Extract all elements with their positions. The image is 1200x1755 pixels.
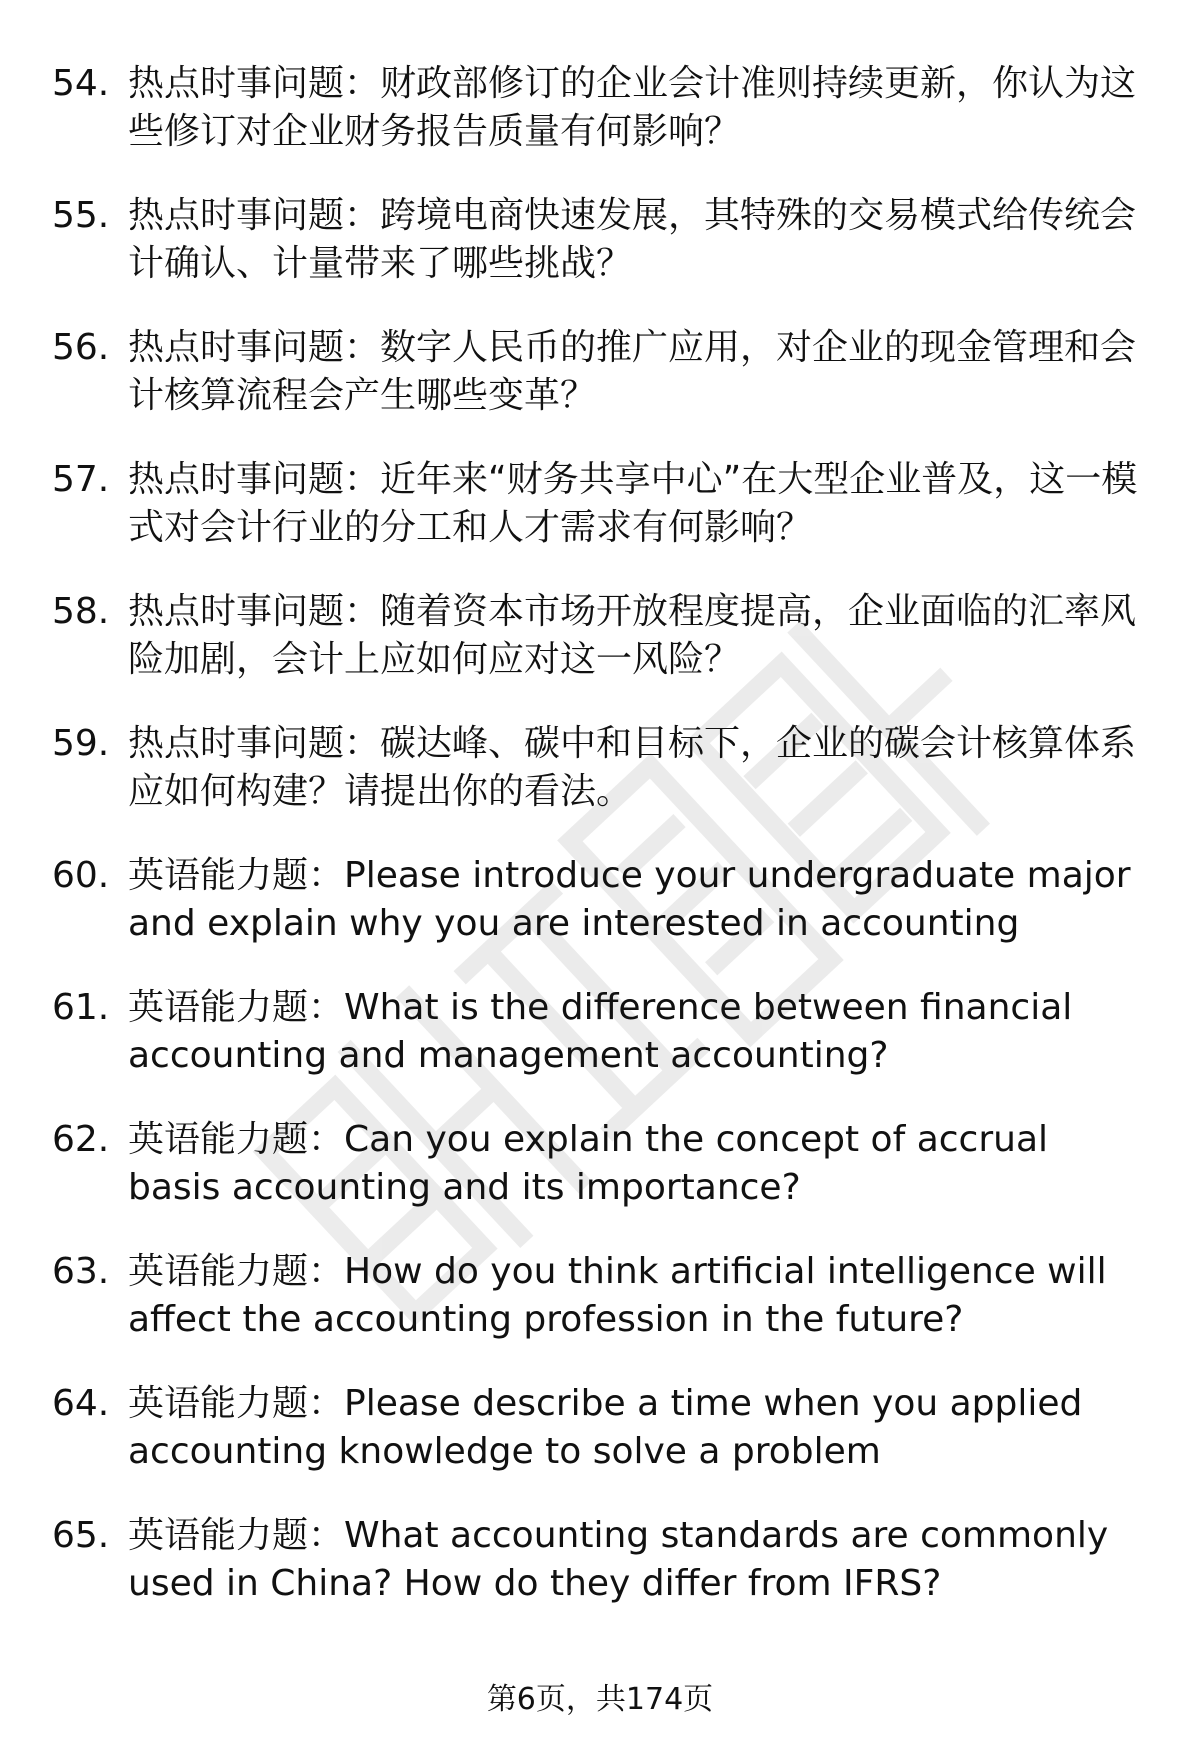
question-number: 55.	[52, 195, 110, 236]
question-text: 热点时事问题：数字人民币的推广应用，对企业的现金管理和会计核算流程会产生哪些变革？	[128, 327, 1137, 416]
question-text: 英语能力题：How do you think artificial intelligence will affect the accounting profession in the future?	[128, 1251, 1107, 1340]
question-text: 英语能力题：What is the difference between financial accounting and management accounting?	[128, 987, 1073, 1076]
question-number: 54.	[52, 63, 110, 104]
question-text: 热点时事问题：近年来“财务共享中心”在大型企业普及，这一模式对会计行业的分工和人才需求有何影响？	[128, 459, 1138, 548]
question-item	[52, 60, 1152, 156]
page-footer: 第6页，共174页	[486, 1682, 714, 1717]
question-item	[52, 720, 1152, 816]
question-number: 60.	[52, 855, 110, 896]
question-item	[52, 192, 1152, 288]
question-text: 英语能力题：Can you explain the concept of accrual basis accounting and its importance?	[128, 1119, 1049, 1208]
question-item	[52, 852, 1152, 948]
question-number: 61.	[52, 987, 110, 1028]
question-number: 62.	[52, 1119, 110, 1160]
question-item	[52, 1380, 1152, 1476]
question-text: 热点时事问题：跨境电商快速发展，其特殊的交易模式给传统会计确认、计量带来了哪些挑战？	[128, 195, 1137, 284]
question-text: 英语能力题：Please describe a time when you applied accounting knowledge to solve a problem	[128, 1383, 1083, 1472]
question-item	[52, 1512, 1152, 1608]
question-item	[52, 984, 1152, 1080]
question-text: 英语能力题：What accounting standards are commonly used in China? How do they differ from IFRS?	[128, 1515, 1109, 1604]
question-number: 63.	[52, 1251, 110, 1292]
question-number: 59.	[52, 723, 110, 764]
question-item	[52, 1248, 1152, 1344]
question-item	[52, 456, 1152, 552]
question-text: 热点时事问题：财政部修订的企业会计准则持续更新，你认为这些修订对企业财务报告质量有何影响？	[128, 63, 1137, 152]
question-item	[52, 324, 1152, 420]
question-number: 56.	[52, 327, 110, 368]
question-text: 热点时事问题：随着资本市场开放程度提高，企业面临的汇率风险加剧，会计上应如何应对这一风险？	[128, 591, 1137, 680]
question-text: 英语能力题：Please introduce your undergraduate major and explain why you are interested in accounting	[128, 855, 1131, 944]
question-number: 65.	[52, 1515, 110, 1556]
question-list	[52, 60, 1152, 1644]
question-number: 57.	[52, 459, 110, 500]
question-number: 64.	[52, 1383, 110, 1424]
question-text: 热点时事问题：碳达峰、碳中和目标下，企业的碳会计核算体系应如何构建？请提出你的看法。	[128, 723, 1137, 812]
question-item	[52, 588, 1152, 684]
question-item	[52, 1116, 1152, 1212]
question-number: 58.	[52, 591, 110, 632]
